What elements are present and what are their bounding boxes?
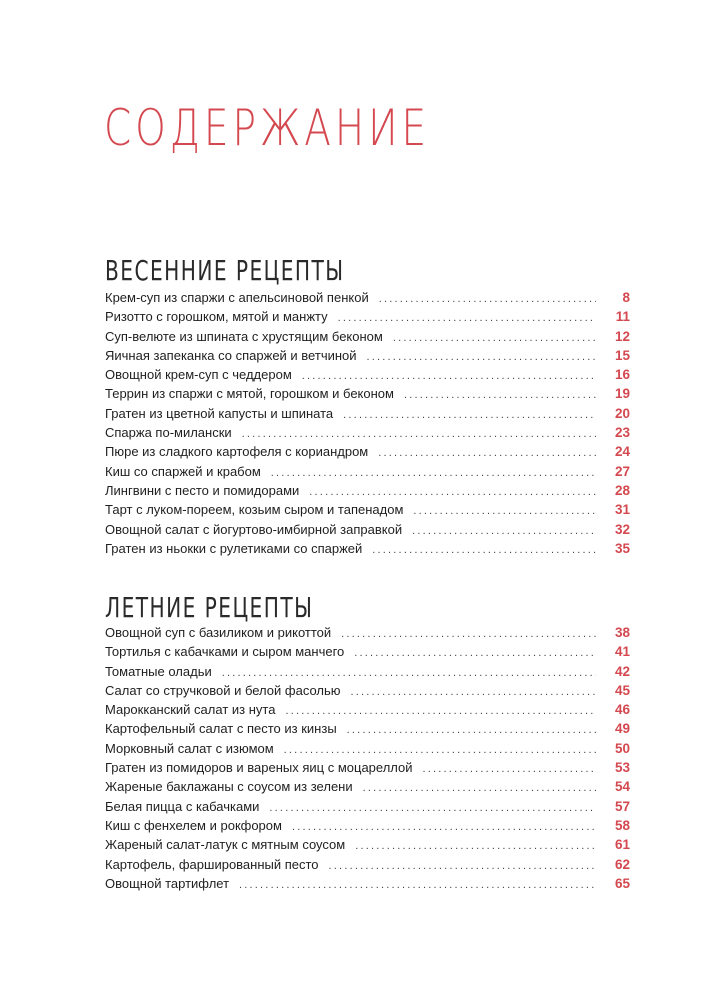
- dot-leader: [423, 760, 596, 779]
- toc-entry-title: Овощной крем-суп с чеддером: [105, 367, 292, 383]
- toc-entry-title: Крем-суп из спаржи с апельсиновой пенкой: [105, 290, 369, 305]
- toc-entry-title: Лингвини с песто и помидорами: [105, 482, 300, 498]
- toc-entry-title: Гратен из ньокки с рулетиками со спаржей: [105, 540, 363, 556]
- dot-leader: [239, 876, 596, 895]
- toc-entry-page-number: 16: [614, 367, 630, 383]
- toc-entry-title: Томатные оладьи: [105, 663, 212, 679]
- toc-entry-title: Пюре из сладкого картофеля с кориандром: [105, 444, 369, 460]
- toc-entry[interactable]: [105, 520, 630, 539]
- toc-entry-title: Картофельный салат с песто из кинзы: [105, 721, 337, 737]
- toc-entry[interactable]: [105, 739, 630, 758]
- dot-leader: [309, 483, 596, 502]
- toc-entry-title: Гратен из помидоров и вареных яиц с моцареллой: [105, 760, 413, 776]
- toc-entry[interactable]: [105, 462, 630, 481]
- toc-entry-title: Террин из спаржи с мятой, горошком и беконом: [105, 386, 394, 402]
- toc-entry[interactable]: [105, 346, 630, 365]
- toc-entry-page-number: 42: [614, 663, 630, 679]
- toc-entry-page-number: 61: [614, 837, 630, 853]
- dot-leader: [351, 683, 596, 702]
- toc-entry[interactable]: [105, 662, 630, 681]
- toc-entry-page-number: 12: [614, 328, 630, 344]
- toc-entry-title: Белая пицца с кабачками: [105, 798, 260, 814]
- toc-entry[interactable]: [105, 404, 630, 423]
- toc-entry-page-number: 45: [614, 682, 630, 698]
- dot-leader: [367, 348, 596, 367]
- toc-entry-title: Тарт с луком-пореем, козьим сыром и тапенадом: [105, 502, 404, 518]
- toc-entry-page-number: 23: [614, 425, 630, 441]
- toc-entry[interactable]: [105, 719, 630, 738]
- section-title-spring: ВЕСЕННИЕ РЕЦЕПТЫ: [105, 254, 345, 287]
- toc-entry[interactable]: [105, 327, 630, 346]
- toc-entry[interactable]: [105, 874, 630, 893]
- dot-leader: [242, 425, 596, 444]
- toc-entry-page-number: 57: [614, 798, 630, 814]
- dot-leader: [222, 664, 596, 683]
- toc-entry-title: Киш с фенхелем и рокфором: [105, 817, 282, 833]
- toc-entry[interactable]: [105, 835, 630, 854]
- toc-entry-page-number: 50: [614, 740, 630, 756]
- dot-leader: [329, 857, 596, 876]
- dot-leader: [292, 818, 596, 837]
- toc-entry-page-number: 11: [615, 309, 630, 325]
- toc-entry-page-number: 53: [614, 760, 630, 776]
- toc-entry-title: Тортилья с кабачками и сыром манчего: [105, 644, 345, 660]
- dot-leader: [269, 799, 596, 818]
- toc-entry-page-number: 27: [614, 463, 630, 479]
- toc-entry[interactable]: [105, 442, 630, 461]
- toc-entry-title: Суп-велюте из шпината с хрустящим беконом: [105, 328, 383, 344]
- toc-entry-page-number: 19: [614, 386, 630, 402]
- toc-entry-title: Морковный салат с изюмом: [105, 740, 274, 756]
- dot-leader: [354, 644, 596, 663]
- dot-leader: [347, 721, 596, 740]
- toc-entry[interactable]: [105, 797, 630, 816]
- dot-leader: [341, 625, 596, 644]
- toc-entry[interactable]: [105, 642, 630, 661]
- toc-entry-title: Яичная запеканка со спаржей и ветчиной: [105, 347, 357, 363]
- toc-entry-page-number: 31: [614, 502, 630, 518]
- dot-leader: [404, 386, 596, 405]
- toc-entry-title: Ризотто с горошком, мятой и манжту: [105, 309, 328, 325]
- toc-entry-title: Марокканский салат из нута: [105, 702, 276, 718]
- toc-entry[interactable]: [105, 700, 630, 719]
- toc-entry[interactable]: [105, 384, 630, 403]
- toc-entry-page-number: 35: [614, 540, 630, 556]
- toc-entry-page-number: 38: [614, 625, 630, 640]
- dot-leader: [355, 837, 596, 856]
- toc-entry-title: Овощной суп с базиликом и рикоттой: [105, 625, 332, 640]
- dot-leader: [412, 522, 596, 541]
- toc-entry-page-number: 49: [614, 721, 630, 737]
- toc-entry-title: Картофель, фаршированный песто: [105, 856, 319, 872]
- dot-leader: [271, 464, 596, 483]
- toc-entry-page-number: 24: [614, 444, 630, 460]
- toc-entry-page-number: 62: [614, 856, 630, 872]
- toc-entry[interactable]: [105, 481, 630, 500]
- dot-leader: [343, 406, 596, 425]
- dot-leader: [393, 329, 596, 348]
- dot-leader: [378, 444, 596, 463]
- toc-entry-title: Киш со спаржей и крабом: [105, 463, 261, 479]
- toc-entry-title: Салат со стручковой и белой фасолью: [105, 682, 341, 698]
- toc-entry-title: Овощной тартифлет: [105, 875, 230, 891]
- toc-entry[interactable]: [105, 758, 630, 777]
- toc-entry-page-number: 28: [614, 482, 630, 498]
- toc-list-spring: [105, 288, 630, 558]
- toc-entry-page-number: 41: [614, 644, 630, 660]
- toc-entry-page-number: 46: [614, 702, 630, 718]
- dot-leader: [379, 290, 596, 309]
- toc-entry[interactable]: [105, 681, 630, 700]
- dot-leader: [302, 367, 596, 386]
- toc-entry[interactable]: [105, 500, 630, 519]
- toc-entry-page-number: 65: [614, 875, 630, 891]
- toc-entry-title: Гратен из цветной капусты и шпината: [105, 405, 334, 421]
- toc-entry[interactable]: [105, 288, 630, 307]
- toc-entry[interactable]: [105, 777, 630, 796]
- toc-entry[interactable]: [105, 365, 630, 384]
- dot-leader: [338, 309, 596, 328]
- dot-leader: [285, 702, 596, 721]
- dot-leader: [372, 541, 596, 560]
- toc-list-summer: [105, 623, 630, 893]
- toc-entry[interactable]: [105, 307, 630, 326]
- toc-entry-title: Жареный салат-латук с мятным соусом: [105, 837, 346, 853]
- dot-leader: [363, 779, 596, 798]
- toc-entry-page-number: 54: [614, 779, 630, 795]
- section-title-summer: ЛЕТНИЕ РЕЦЕПТЫ: [105, 591, 314, 624]
- toc-entry-title: Жареные баклажаны с соусом из зелени: [105, 779, 353, 795]
- dot-leader: [284, 741, 596, 760]
- toc-entry[interactable]: [105, 855, 630, 874]
- toc-entry[interactable]: [105, 423, 630, 442]
- toc-entry[interactable]: [105, 623, 630, 642]
- toc-entry-page-number: 20: [614, 405, 630, 421]
- toc-entry-page-number: 15: [614, 347, 630, 363]
- dot-leader: [413, 502, 596, 521]
- toc-entry-page-number: 58: [614, 817, 630, 833]
- page-title: СОДЕРЖАНИЕ: [104, 99, 431, 157]
- toc-entry[interactable]: [105, 539, 630, 558]
- toc-entry-title: Овощной салат с йогуртово-имбирной заправкой: [105, 521, 403, 537]
- toc-entry[interactable]: [105, 816, 630, 835]
- toc-entry-title: Спаржа по-милански: [105, 425, 232, 441]
- toc-entry-page-number: 32: [614, 521, 630, 537]
- toc-entry-page-number: 8: [622, 290, 630, 305]
